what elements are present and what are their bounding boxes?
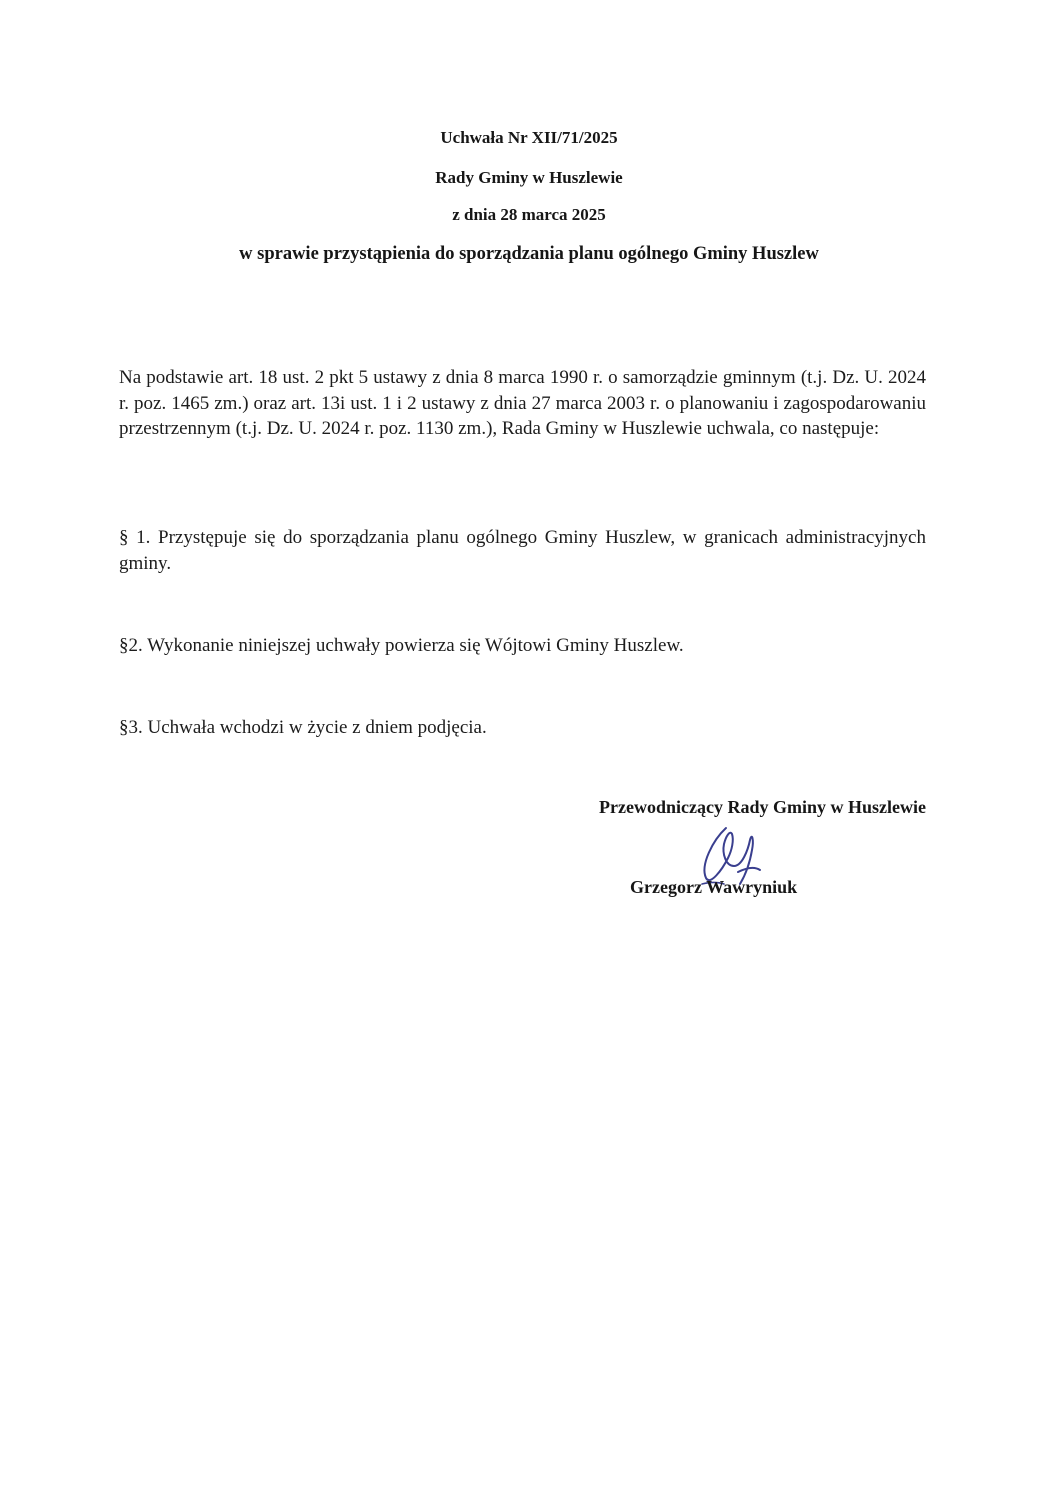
signatory-role: Przewodniczący Rady Gminy w Huszlewie [599,797,926,817]
resolution-subject: w sprawie przystąpienia do sporządzania planu ogólnego Gminy Huszlew [239,244,819,264]
section-1: § 1. Przystępuje się do sporządzania planu ogólnego Gminy Huszlew, w granicach administracyjnych gminy. [119,527,926,574]
legal-basis-paragraph: Na podstawie art. 18 ust. 2 pkt 5 ustawy z dnia 8 marca 1990 r. o samorządzie gminnym (t.j. Dz. U. 2024 r. poz. 1465 zm.) oraz art. 13i ust. 1 i 2 ustawy z dnia 27 marca 2003 r. o planowaniu i zagospodarowaniu przestrzennym (t.j. Dz. U. 2024 r. poz. 1130 zm.), Rada Gminy w Huszlewie uchwala, co następuje: [119,367,926,439]
section-2: §2. Wykonanie niniejszej uchwały powierza się Wójtowi Gminy Huszlew. [119,635,684,656]
council-name: Rady Gminy w Huszlewie [435,168,623,187]
resolution-date: z dnia 28 marca 2025 [452,205,606,224]
resolution-number: Uchwała Nr XII/71/2025 [440,128,618,147]
section-3: §3. Uchwała wchodzi w życie z dniem podjęcia. [119,717,487,738]
signatory-name: Grzegorz Wawryniuk [630,877,798,897]
